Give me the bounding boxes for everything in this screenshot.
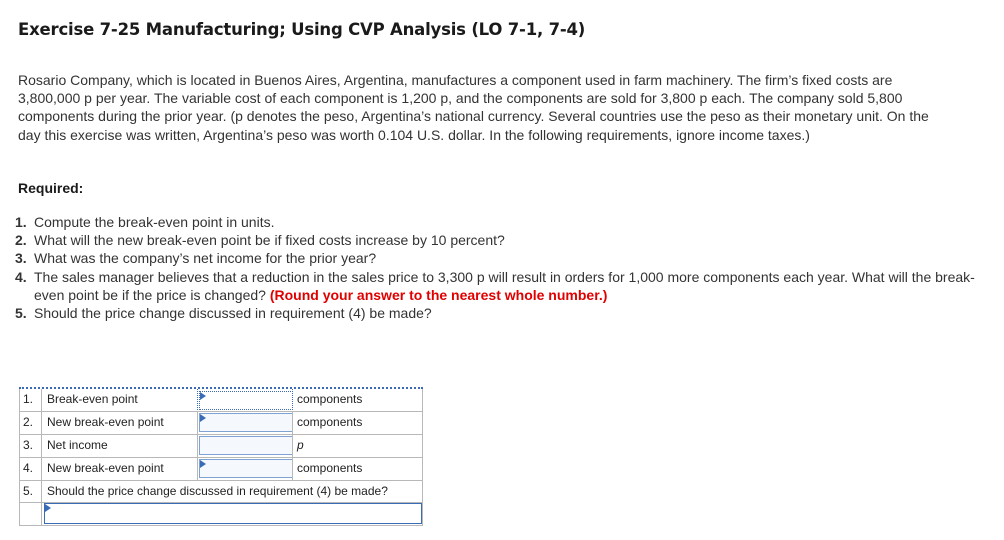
requirement-item bbox=[15, 249, 975, 267]
column-divider bbox=[197, 411, 198, 434]
row-number: 1. bbox=[23, 392, 34, 406]
break-even-input[interactable] bbox=[199, 391, 293, 410]
column-divider bbox=[41, 502, 42, 526]
requirement-number: 3. bbox=[15, 250, 27, 267]
requirement-number: 4. bbox=[15, 268, 27, 285]
answer-row-break-even bbox=[19, 389, 423, 412]
column-divider bbox=[41, 389, 42, 411]
column-divider bbox=[41, 480, 42, 502]
column-divider bbox=[41, 457, 42, 480]
table-border-bottom bbox=[19, 525, 423, 526]
answer-row-price-change-break-even bbox=[19, 457, 423, 481]
requirements-list bbox=[15, 213, 975, 322]
flag-icon bbox=[200, 460, 206, 468]
column-divider bbox=[41, 411, 42, 434]
unit-label: p bbox=[297, 438, 304, 452]
requirement-text: The sales manager believes that a reduction in the sales price to 3,300 p will result in orders for 1,000 more components each year. What will the break-even point be if the price is changed? bbox=[34, 268, 975, 303]
answer-row-new-break-even bbox=[19, 411, 423, 435]
row-number: 2. bbox=[23, 415, 34, 429]
requirement-text: What was the company’s net income for the prior year? bbox=[34, 250, 377, 267]
requirement-item bbox=[15, 304, 975, 322]
row-number: 3. bbox=[23, 438, 34, 452]
row-label: Break-even point bbox=[47, 392, 138, 406]
rounding-instruction: (Round your answer to the nearest whole number.) bbox=[269, 286, 608, 303]
price-change-answer-input[interactable] bbox=[44, 503, 422, 524]
question-label: Should the price change discussed in requirement (4) be made? bbox=[47, 484, 388, 498]
flag-icon bbox=[45, 504, 51, 512]
column-divider bbox=[292, 434, 293, 457]
unit-label: components bbox=[297, 392, 363, 406]
column-divider bbox=[41, 434, 42, 457]
flag-icon bbox=[200, 392, 206, 400]
row-number: 5. bbox=[23, 484, 34, 498]
answer-row-net-income bbox=[19, 434, 423, 458]
row-label: Net income bbox=[47, 438, 108, 452]
price-change-break-even-input[interactable] bbox=[199, 459, 293, 478]
page-title: Exercise 7-25 Manufacturing; Using CVP Analysis (LO 7-1, 7-4) bbox=[18, 20, 586, 39]
problem-description: Rosario Company, which is located in Buenos Aires, Argentina, manufactures a component used in farm machinery. The firm’s fixed costs are 3,800,000 p per year. The variable cost of each component is 1,200 p, and the components are sold for 3,800 p each. The company sold 5,800 components during the prior year. (p denotes the peso, Argentina’s national currency. Several countries use the peso as their monetary unit. On the day this exercise was written, Argentina’s peso was worth 0.104 U.S. dollar. In the following requirements, ignore income taxes.) bbox=[18, 72, 929, 143]
row-label: New break-even point bbox=[47, 461, 164, 475]
requirement-text: Should the price change discussed in requirement (4) be made? bbox=[34, 305, 432, 322]
unit-label: components bbox=[297, 415, 363, 429]
column-divider bbox=[197, 389, 198, 410]
requirement-text: Compute the break-even point in units. bbox=[34, 214, 275, 230]
answer-row-question bbox=[19, 480, 423, 503]
column-divider bbox=[197, 457, 198, 480]
column-divider bbox=[197, 434, 198, 457]
requirement-number: 1. bbox=[15, 214, 27, 230]
requirement-number: 5. bbox=[15, 305, 27, 322]
requirement-number: 2. bbox=[15, 232, 27, 249]
row-label: New break-even point bbox=[47, 415, 164, 429]
row-number: 4. bbox=[23, 461, 34, 475]
requirement-item bbox=[15, 231, 975, 249]
requirement-item bbox=[15, 268, 975, 304]
required-heading: Required: bbox=[18, 180, 84, 196]
requirement-item bbox=[15, 213, 975, 231]
unit-label: components bbox=[297, 461, 363, 475]
new-break-even-input[interactable] bbox=[199, 413, 293, 432]
column-divider bbox=[292, 411, 293, 434]
requirement-text: What will the new break-even point be if fixed costs increase by 10 percent? bbox=[34, 232, 505, 249]
answer-table bbox=[19, 387, 423, 526]
column-divider bbox=[292, 457, 293, 480]
column-divider bbox=[292, 389, 293, 410]
net-income-input[interactable] bbox=[199, 436, 293, 455]
flag-icon bbox=[200, 414, 206, 422]
